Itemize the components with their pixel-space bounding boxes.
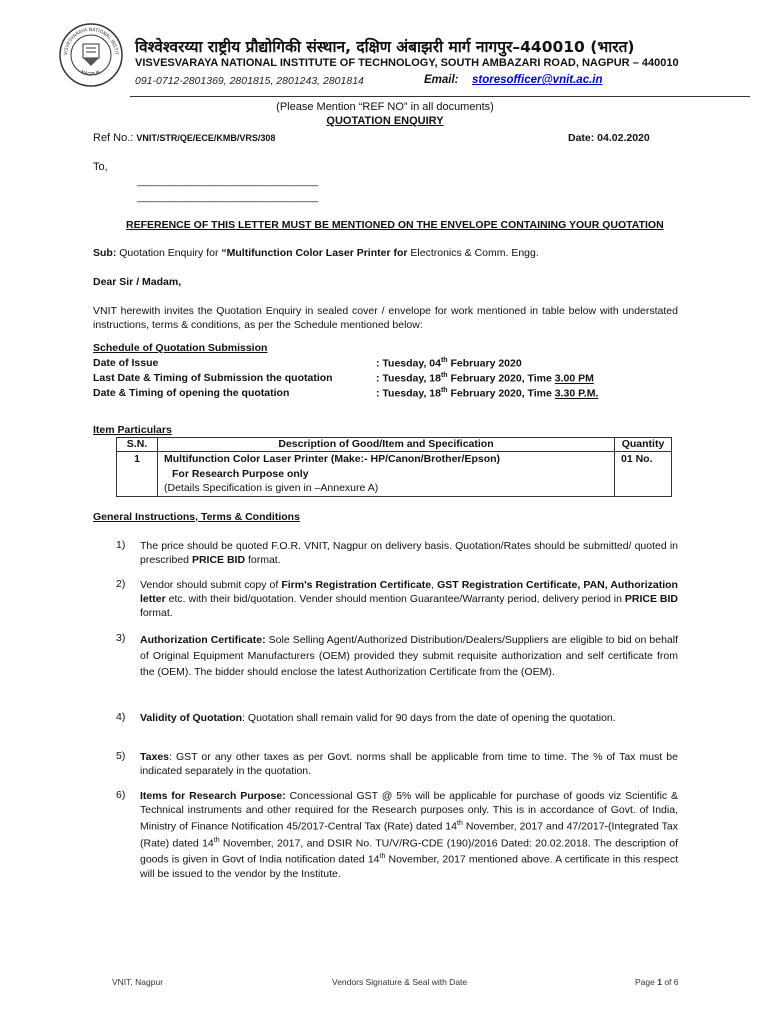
- instruction-6: Items for Research Purpose: Concessional GST @ 5% will be applicable for purchase of goods viz Scientific & Technical instruments and other required for the Research purposes only. This is in accordance of Govt. of India, Ministry of Finance Notification 45/2017-Central Tax (Rate) dated 14th November, 2017 and 47/2017-(Integrated Tax (Rate) dated 14th November, 2017, and DSIR No. TU/V/RG-CDE (190)/2016 Dated: 20.02.2018. The description of goods is given in Govt of India notification dated 14th November, 2017 mentioned above. A certificate in this respect will be issued to the vendor by the Institute.: [140, 790, 678, 880]
- item-desc-line-1: Multifunction Color Laser Printer (Make:- HP/Canon/Brother/Epson): [164, 453, 501, 465]
- column-header: Description of Good/Item and Specification: [158, 438, 615, 452]
- item-table: [116, 437, 672, 497]
- svg-text:NAGPUR: NAGPUR: [79, 69, 102, 78]
- schedule-value-submission: : Tuesday, 18th February 2020, Time 3.00 PM: [376, 372, 594, 385]
- subject-item: “Multifunction Color Laser Printer for: [221, 247, 408, 259]
- ref-label: Ref No.:: [93, 132, 137, 144]
- item-sn: 1: [117, 452, 158, 497]
- reference-note: REFERENCE OF THIS LETTER MUST BE MENTIONED ON THE ENVELOPE CONTAINING YOUR QUOTATION: [126, 219, 664, 231]
- schedule-label-issue: Date of Issue: [93, 357, 159, 369]
- schedule-label-submission: Last Date & Timing of Submission the quotation: [93, 372, 333, 384]
- instruction-1: The price should be quoted F.O.R. VNIT, Nagpur on delivery basis. Quotation/Rates should be submitted/ quoted in prescribed PRICE BID format.: [140, 540, 678, 566]
- english-institute-title: VISVESVARAYA NATIONAL INSTITUTE OF TECHNOLOGY, SOUTH AMBAZARI ROAD, NAGPUR – 440010: [135, 57, 679, 69]
- ref-number: [93, 132, 275, 144]
- quotation-enquiry-heading: QUOTATION ENQUIRY: [326, 115, 444, 127]
- subject-department: Electronics & Comm. Engg.: [407, 247, 539, 259]
- email-label: Email:: [424, 74, 459, 86]
- instruction-2: Vendor should submit copy of Firm's Registration Certificate, GST Registration Certificate, PAN, Authorization letter etc. with their bid/quotation. Vender should mention Guarantee/Warranty period, delivery period in PRICE BID format.: [140, 579, 678, 619]
- schedule-title: Schedule of Quotation Submission: [93, 342, 268, 354]
- item-description: [158, 452, 615, 497]
- instruction-number: 5): [116, 750, 126, 762]
- item-desc-line-2: For Research Purpose only: [172, 467, 309, 480]
- phone-numbers: 091-0712-2801369, 2801815, 2801243, 2801814: [135, 75, 364, 87]
- subject-line: [93, 247, 539, 259]
- schedule-value-opening: : Tuesday, 18th February 2020, Time 3.30 P.M.: [376, 387, 599, 400]
- svg-text:VISVESVARAYA NATIONAL INSTITUT: VISVESVARAYA NATIONAL INSTIT: [63, 27, 119, 56]
- table-row: [117, 452, 672, 497]
- instruction-4: Validity of Quotation: Quotation shall remain valid for 90 days from the date of opening the quotation.: [140, 712, 616, 724]
- subject-text: Quotation Enquiry for: [116, 247, 222, 259]
- letter-date: Date: 04.02.2020: [568, 132, 650, 144]
- mention-note: (Please Mention “REF NO” in all documents): [276, 101, 494, 113]
- email-link[interactable]: storesofficer@vnit.ac.in: [472, 74, 603, 86]
- instructions-title: General Instructions, Terms & Conditions: [93, 511, 300, 523]
- schedule-label-opening: Date & Timing of opening the quotation: [93, 387, 290, 399]
- intro-paragraph: VNIT herewith invites the Quotation Enquiry in sealed cover / envelope for work mentioned in table below with understated instructions, terms & conditions, as per the Schedule mentioned below:: [93, 305, 678, 331]
- header-divider: [130, 96, 750, 97]
- column-header: Quantity: [615, 438, 672, 452]
- to-label: To,: [93, 161, 108, 173]
- ref-value: VNIT/STR/QE/ECE/KMB/VRS/308: [136, 133, 276, 143]
- instruction-number: 4): [116, 711, 126, 723]
- item-quantity: 01 No.: [615, 452, 672, 497]
- column-header: S.N.: [117, 438, 158, 452]
- hindi-institute-title: विश्वेश्वरय्या राष्ट्रीय प्रौद्योगिकी संस्थान, दक्षिण अंबाझरी मार्ग नागपुर–440010 (भारत): [135, 38, 635, 56]
- item-particulars-title: Item Particulars: [93, 424, 172, 436]
- institute-seal: [58, 22, 124, 88]
- address-line-2: _______________________________: [137, 191, 319, 203]
- instruction-5: Taxes: GST or any other taxes as per Govt. norms shall be applicable from time to time. The % of Tax must be indicated separately in the quotation.: [140, 751, 678, 777]
- salutation: Dear Sir / Madam,: [93, 276, 182, 288]
- subject-label: Sub:: [93, 247, 117, 259]
- instruction-number: 2): [116, 578, 126, 590]
- footer-institute: VNIT, Nagpur: [112, 977, 164, 987]
- footer-page-number: Page 1 of 6: [635, 977, 679, 987]
- address-line-1: _______________________________: [137, 175, 319, 187]
- footer-signature: Vendors Signature & Seal with Date: [332, 977, 468, 987]
- table-header-row: [117, 438, 672, 452]
- instruction-number: 3): [116, 632, 126, 644]
- schedule-value-issue: : Tuesday, 04th February 2020: [376, 357, 522, 370]
- item-desc-line-3: (Details Specification is given in –Annexure A): [164, 482, 379, 494]
- instruction-number: 6): [116, 789, 126, 801]
- instruction-3: Authorization Certificate: Sole Selling Agent/Authorized Distribution/Dealers/Suppliers are eligible to bid on behalf of Original Equipment Manufacturers (OEM) provided they submit requisite authorization and self certificate from the (OEM). The bidder should enclose the latest Authorization Certificate from the (OEM).: [140, 634, 678, 678]
- instruction-number: 1): [116, 539, 126, 551]
